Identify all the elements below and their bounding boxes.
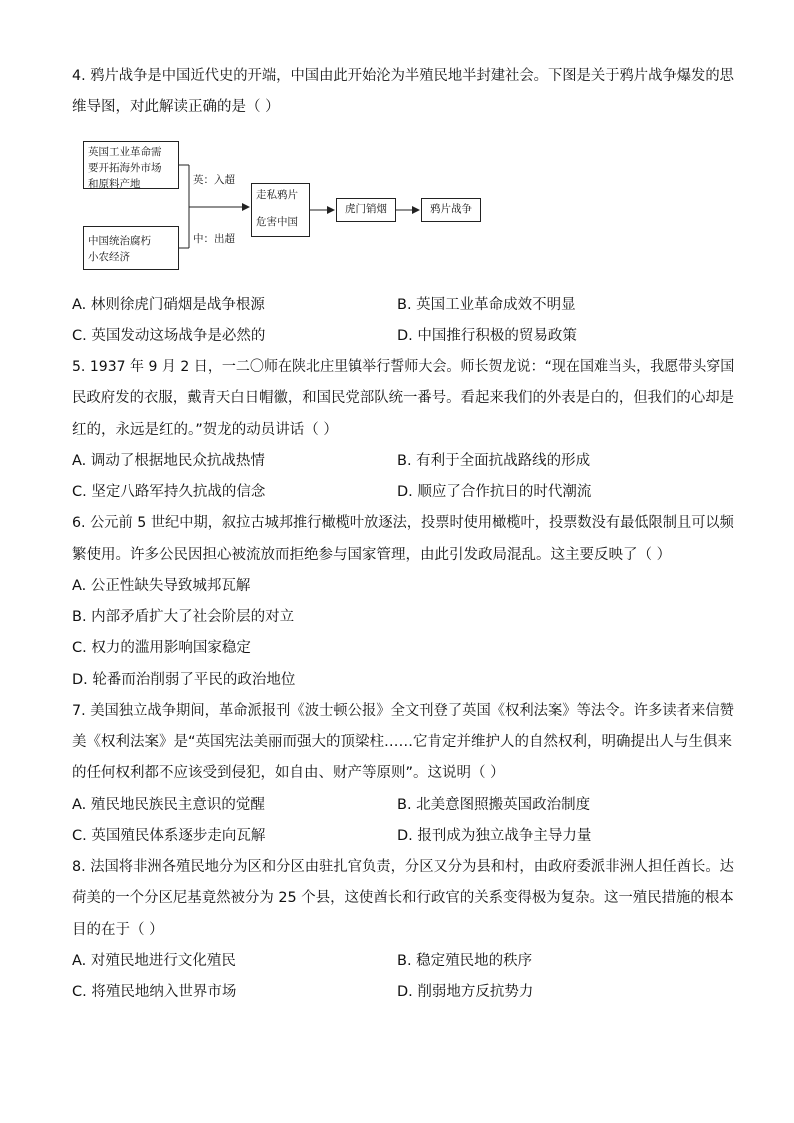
q8-option-c[interactable]: C. 将殖民地纳入世界市场 [72, 984, 237, 1000]
q8-option-d[interactable]: D. 削弱地方反抗势力 [397, 984, 534, 1000]
q7-stem-line-2: 美《权利法案》是“英国宪法美丽而强大的顶梁柱……它肯定并维护人的自然权利，明确提出人与生俱来 [72, 734, 733, 750]
box-text: 危害中国 [256, 216, 298, 228]
arrow-label-china-surplus: 中：出超 [193, 233, 235, 245]
q7-option-c[interactable]: C. 英国殖民体系逐步走向瓦解 [72, 828, 266, 844]
q5-stem-line-1: 5. 1937 年 9 月 2 日，一二〇师在陕北庄里镇举行誓师大会。师长贺龙说：“现在国难当头，我愿带头穿国 [72, 359, 735, 375]
q7-stem-line-1: 7. 美国独立战争期间，革命派报刊《波士顿公报》全文刊登了英国《权利法案》等法令。许多读者来信赞 [72, 703, 734, 719]
box-text: 走私鸦片 [256, 189, 298, 201]
q4-option-b[interactable]: B. 英国工业革命成效不明显 [397, 297, 576, 313]
q4-stem-line-1: 4. 鸦片战争是中国近代史的开端，中国由此开始沦为半殖民地半封建社会。下图是关于鸦片战争爆发的思 [72, 68, 734, 84]
box-text: 中国统治腐朽 [88, 235, 151, 247]
q5-stem-line-2: 民政府发的衣服，戴青天白日帽徽，和国民党部队统一番号。看起来我们的外表是白的，但我们的心却是 [72, 390, 734, 406]
q7-stem-line-3: 的任何权利都不应该受到侵犯，如自由、财产等原则”。这说明（ ） [72, 765, 505, 781]
q8-option-b[interactable]: B. 稳定殖民地的秩序 [397, 953, 533, 969]
box-text: 和原料产地 [88, 178, 141, 190]
box-humen-opium-destruction: 虎门销烟 [336, 198, 396, 222]
q6-option-c[interactable]: C. 权力的滥用影响国家稳定 [72, 640, 251, 656]
q7-option-b[interactable]: B. 北美意图照搬英国政治制度 [397, 797, 591, 813]
q4-option-d[interactable]: D. 中国推行积极的贸易政策 [397, 328, 577, 344]
diagram-connectors [0, 0, 794, 300]
box-opium-war: 鸦片战争 [421, 198, 481, 222]
q7-option-d[interactable]: D. 报刊成为独立战争主导力量 [397, 828, 592, 844]
q8-stem-line-2: 荷美的一个分区尼基竟然被分为 25 个县，这使酋长和行政官的关系变得极为复杂。这一殖民措施的根本 [72, 890, 734, 906]
box-text: 要开拓海外市场 [88, 162, 162, 174]
box-text: 小农经济 [88, 251, 130, 263]
q5-stem-line-3: 红的，永远是红的。”贺龙的动员讲话（ ） [72, 422, 338, 438]
q6-option-b[interactable]: B. 内部矛盾扩大了社会阶层的对立 [72, 609, 295, 625]
q6-option-a[interactable]: A. 公正性缺失导致城邦瓦解 [72, 578, 251, 594]
arrow-label-britain-surplus: 英：入超 [193, 174, 235, 186]
q6-option-d[interactable]: D. 轮番而治削弱了平民的政治地位 [72, 672, 296, 688]
q5-option-a[interactable]: A. 调动了根据地民众抗战热情 [72, 453, 265, 469]
q8-stem-line-3: 目的在于（ ） [72, 922, 164, 938]
q5-option-b[interactable]: B. 有利于全面抗战路线的形成 [397, 453, 591, 469]
q5-option-d[interactable]: D. 顺应了合作抗日的时代潮流 [397, 484, 592, 500]
q5-option-c[interactable]: C. 坚定八路军持久抗战的信念 [72, 484, 266, 500]
q8-option-a[interactable]: A. 对殖民地进行文化殖民 [72, 953, 236, 969]
q4-option-c[interactable]: C. 英国发动这场战争是必然的 [72, 328, 266, 344]
q8-stem-line-1: 8. 法国将非洲各殖民地分为区和分区由驻扎官负责，分区又分为县和村，由政府委派非洲人担任酋长。达 [72, 859, 734, 875]
q6-stem-line-1: 6. 公元前 5 世纪中期，叙拉古城邦推行橄榄叶放逐法，投票时使用橄榄叶，投票数没有最低限制且可以频 [72, 515, 734, 531]
box-text: 英国工业革命需 [88, 146, 162, 158]
q7-option-a[interactable]: A. 殖民地民族民主意识的觉醒 [72, 797, 265, 813]
q4-stem-line-2: 维导图，对此解读正确的是（ ） [72, 99, 280, 115]
q4-option-a[interactable]: A. 林则徐虎门硝烟是战争根源 [72, 297, 265, 313]
q6-stem-line-2: 繁使用。许多公民因担心被流放而拒绝参与国家管理，由此引发政局混乱。这主要反映了（ ） [72, 547, 672, 563]
